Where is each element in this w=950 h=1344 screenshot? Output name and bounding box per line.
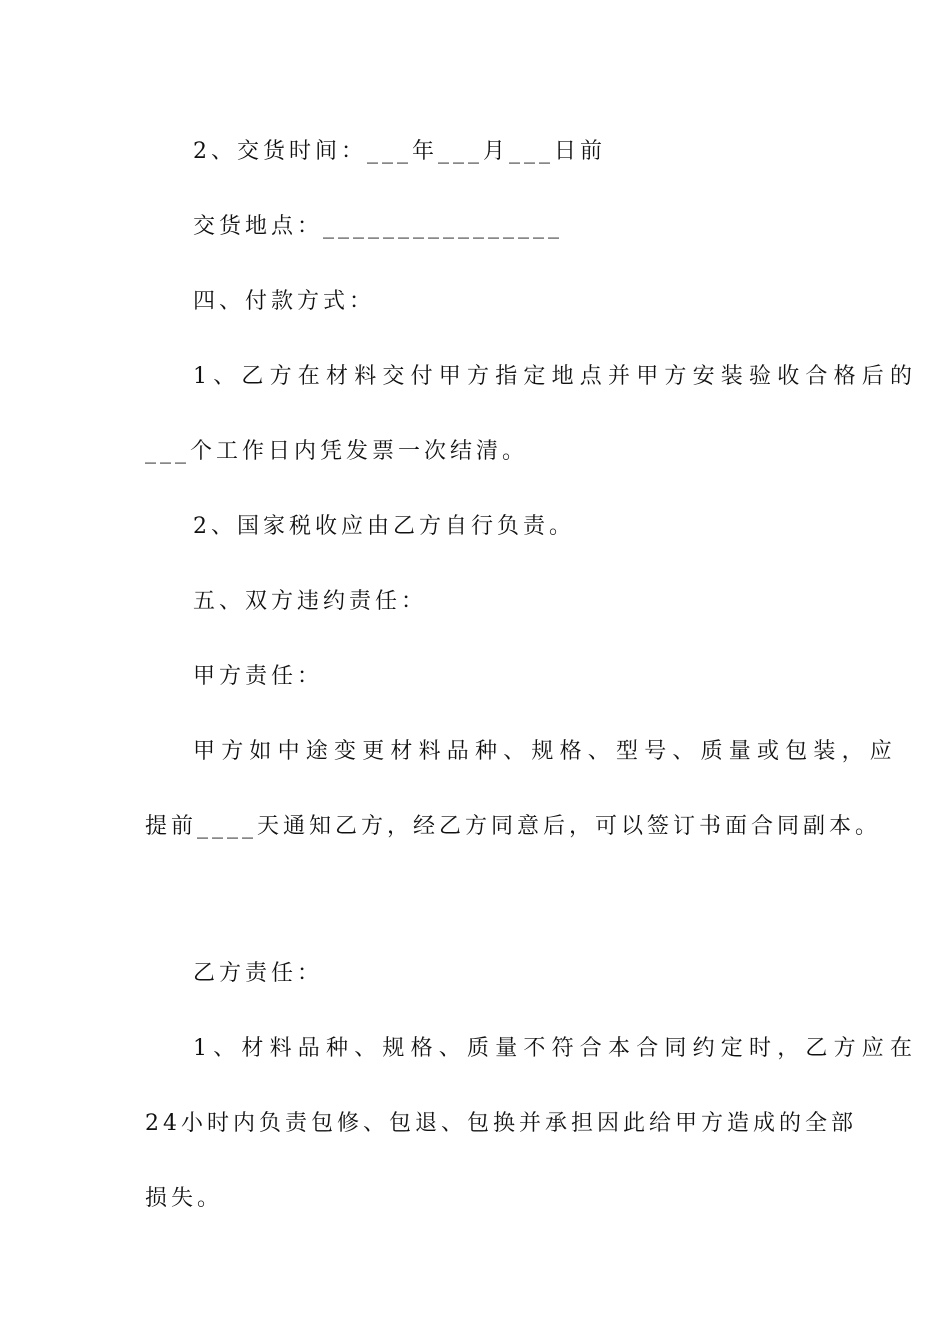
- payment-clause-1-line-2: ___个工作日内凭发票一次结清。: [145, 439, 529, 464]
- breach-liability-heading: 五、双方违约责任：: [193, 589, 428, 614]
- party-b-liability-heading: 乙方责任：: [193, 961, 324, 986]
- party-b-clause-1-line-1: 1、材料品种、规格、质量不符合本合同约定时，乙方应在: [193, 1036, 919, 1061]
- payment-clause-2: 2、国家税收应由乙方自行负责。: [193, 514, 575, 539]
- payment-clause-1-line-1: 1、乙方在材料交付甲方指定地点并甲方安装验收合格后的: [193, 364, 919, 389]
- party-a-clause-line-2: 提前____天通知乙方，经乙方同意后，可以签订书面合同副本。: [145, 814, 882, 839]
- delivery-time-line: 2、交货时间：___年___月___日前: [193, 139, 606, 164]
- party-b-clause-1-line-2: 24小时内负责包修、包退、包换并承担因此给甲方造成的全部: [145, 1111, 857, 1136]
- payment-method-heading: 四、付款方式：: [193, 289, 376, 314]
- party-a-clause-line-1: 甲方如中途变更材料品种、规格、型号、质量或包装，应: [193, 739, 899, 764]
- delivery-location-line: 交货地点：________________: [193, 214, 564, 239]
- party-b-clause-1-line-3: 损失。: [145, 1186, 224, 1211]
- party-a-liability-heading: 甲方责任：: [193, 664, 324, 689]
